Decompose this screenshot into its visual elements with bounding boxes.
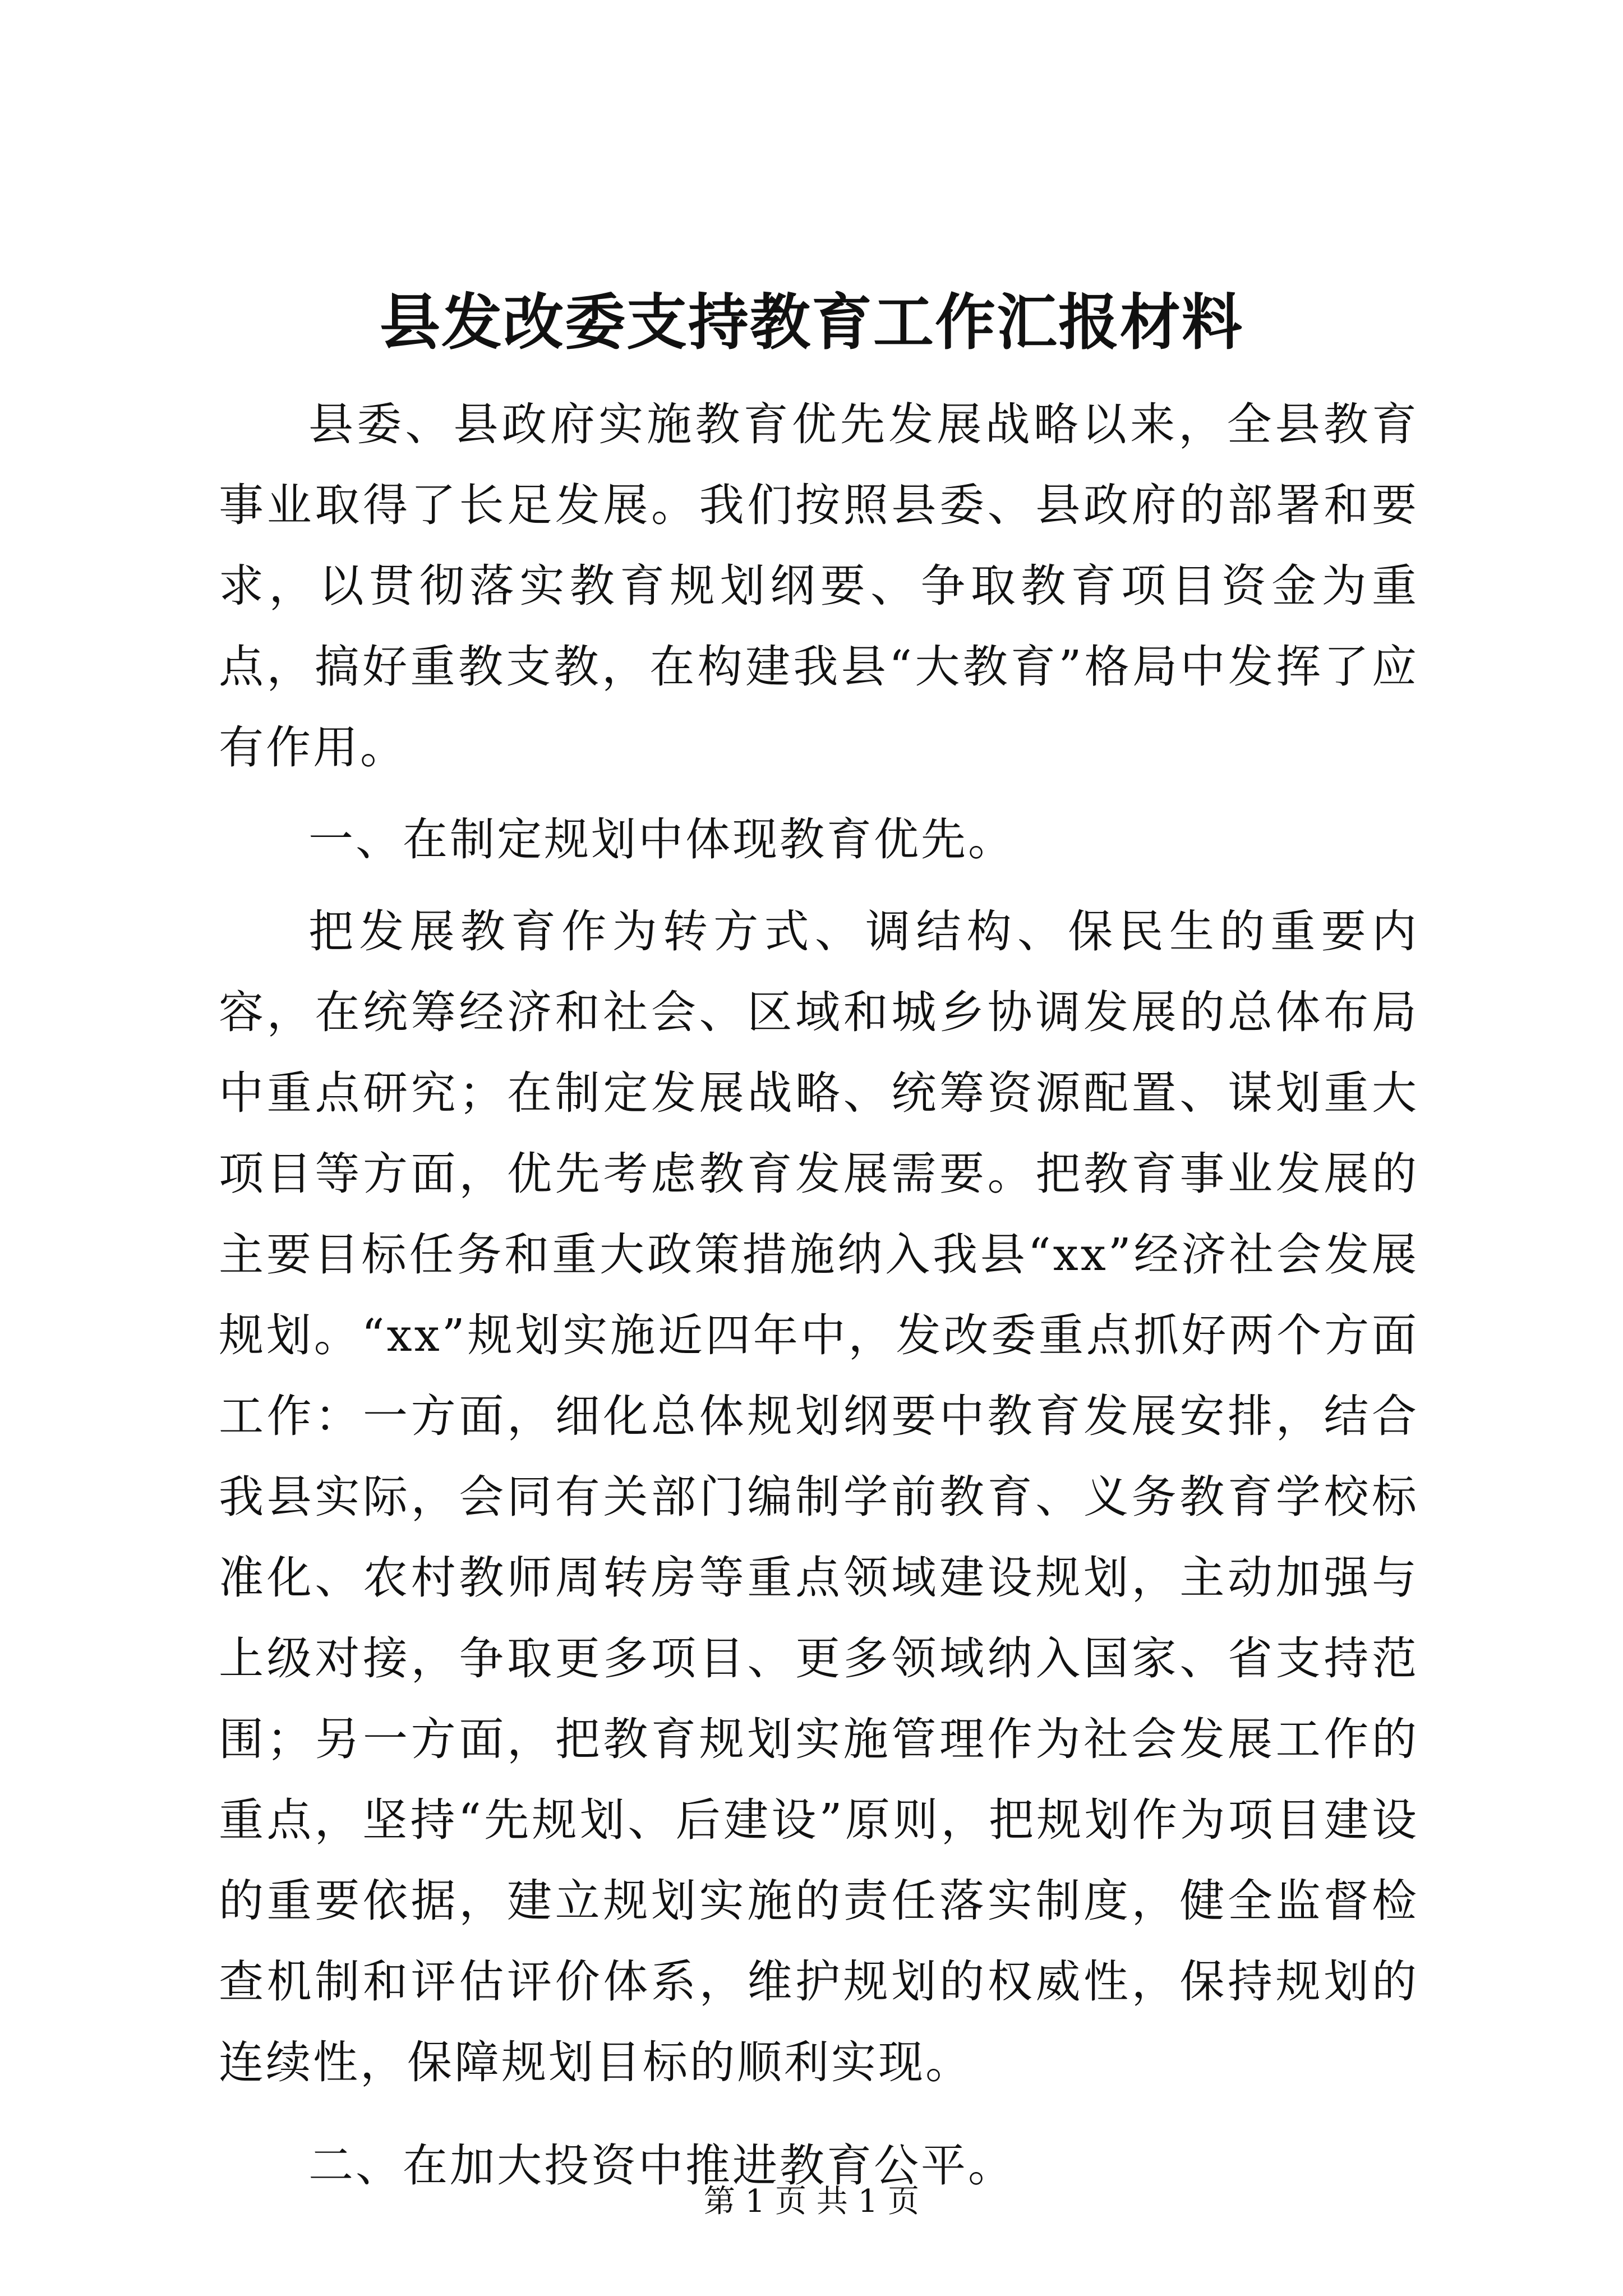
paragraph-intro: 县委、县政府实施教育优先发展战略以来，全县教育事业取得了长足发展。我们按照县委、县政府的部署和要求，以贯彻落实教育规划纲要、争取教育项目资金为重点，搞好重教支教，在构建我县“大教育”格局中发挥了应有作用。 — [219, 398, 1419, 774]
section-heading-1: 一、在制定规划中体现教育优先。 — [308, 813, 1015, 866]
section-heading-2: 二、在加大投资中推进教育公平。 — [308, 2139, 1015, 2192]
document-title: 县发改委支持教育工作汇报材料 — [379, 287, 1243, 358]
document-body — [219, 384, 1419, 2206]
paragraph-section-1: 把发展教育作为转方式、调结构、保民生的重要内容，在统筹经济和社会、区域和城乡协调发展的总体布局中重点研究；在制定发展战略、统筹资源配置、谋划重大项目等方面，优先考虑教育发展需要。把教育事业发展的主要目标任务和重大政策措施纳入我县“xx”经济社会发展规划。“xx”规划实施近四年中，发改委重点抓好两个方面工作：一方面，细化总体规划纲要中教育发展安排，结合我县实际，会同有关部门编制学前教育、义务教育学校标准化、农村教师周转房等重点领域建设规划，主动加强与上级对接，争取更多项目、更多领域纳入国家、省支持范围；另一方面，把教育规划实施管理作为社会发展工作的重点，坚持“先规划、后建设”原则，把规划作为项目建设的重要依据，建立规划实施的责任落实制度，健全监督检查机制和评估评价体系，维护规划的权威性，保持规划的连续性，保障规划目标的顺利实现。 — [219, 905, 1419, 2088]
page-footer: 第 1 页 共 1 页 — [703, 2183, 920, 2220]
